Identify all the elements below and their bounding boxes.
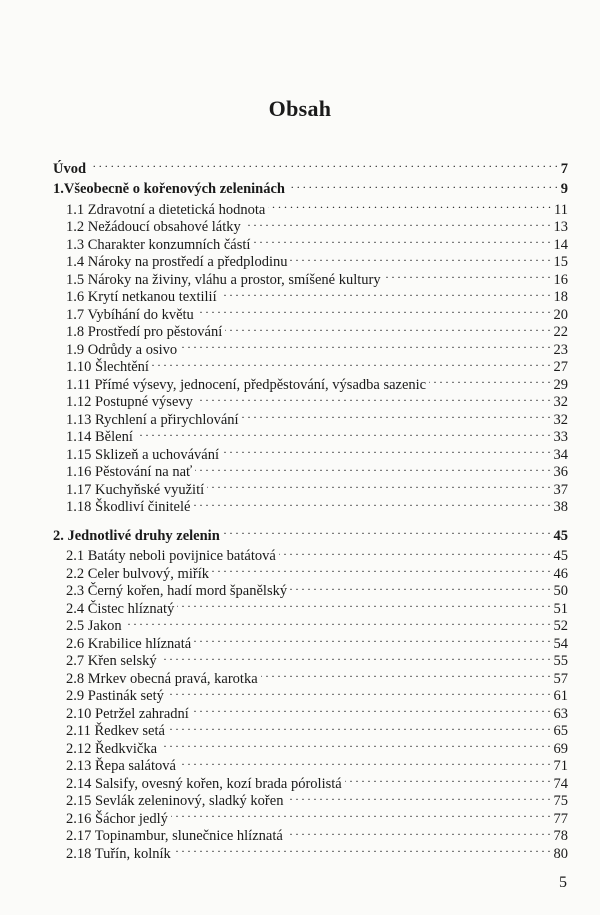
page-title: Obsah xyxy=(268,96,332,121)
toc-entry-label: 2.15 Sevlák zeleninový, sladký kořen xyxy=(66,793,284,809)
toc-entry-label: 2.10 Petržel zahradní xyxy=(66,705,189,722)
dot-leader xyxy=(192,700,551,718)
toc-entry-page: 18 xyxy=(553,289,568,305)
toc-entry-page: 32 xyxy=(553,394,568,410)
dot-leader xyxy=(429,371,550,389)
dot-leader xyxy=(286,823,551,841)
toc-entry-page: 27 xyxy=(553,359,568,375)
toc-entry-page: 46 xyxy=(553,565,568,582)
toc-entry-page: 69 xyxy=(553,740,568,757)
toc-entry-label: 1.12 Postupné výsevy xyxy=(66,394,193,410)
toc-entry-page: 33 xyxy=(553,429,568,445)
toc-entry-page: 52 xyxy=(553,618,568,634)
dot-leader xyxy=(179,753,551,771)
toc-entry-page: 9 xyxy=(560,181,568,197)
toc-entry-label: 2.18 Tuřín, kolník xyxy=(66,845,171,862)
toc-entry-page: 7 xyxy=(560,160,568,177)
dot-leader xyxy=(168,718,551,736)
toc-entry-label: 1.1 Zdravotní a dietetická hodnota xyxy=(66,201,266,218)
toc-entry-label: 2. Jednotlivé druhy zelenin xyxy=(53,527,220,544)
dot-leader xyxy=(197,301,551,319)
toc-entry-page: 14 xyxy=(553,236,568,253)
dot-leader xyxy=(279,543,551,561)
toc-entry-label: 1.11 Přímé výsevy, jednocení, předpěstování, výsadba sazenic xyxy=(66,376,427,393)
toc-entry-page: 45 xyxy=(553,527,568,544)
dot-leader xyxy=(194,630,550,648)
dot-leader xyxy=(207,476,550,494)
toc-entry-page: 38 xyxy=(553,499,568,515)
toc-entry-label: 2.8 Mrkev obecná pravá, karotka xyxy=(66,670,258,687)
toc-entry-page: 57 xyxy=(553,670,568,687)
dot-leader xyxy=(125,613,551,631)
toc-entry-page: 45 xyxy=(553,548,568,564)
toc-entry-page: 37 xyxy=(553,481,568,498)
dot-leader xyxy=(177,595,550,613)
toc-entry[interactable] xyxy=(53,630,568,652)
dot-leader xyxy=(286,788,550,806)
toc-entry-label: 1.17 Kuchyňské využití xyxy=(66,481,205,498)
toc-entry-page: 61 xyxy=(553,688,568,704)
toc-entry-page: 51 xyxy=(553,600,568,617)
dot-leader xyxy=(225,319,550,337)
toc-entry[interactable] xyxy=(53,196,568,218)
dot-leader xyxy=(261,665,551,683)
dot-leader xyxy=(160,735,550,753)
toc-entry-label: 1.16 Pěstování na nať xyxy=(66,464,193,480)
toc-entry-page: 80 xyxy=(553,845,568,862)
toc-entry-label: 1.18 Škodliví činitelé xyxy=(66,499,191,515)
toc-entry-page: 16 xyxy=(553,271,568,288)
toc-entry-label: 2.13 Řepa salátová xyxy=(66,758,176,774)
dot-leader xyxy=(345,770,551,788)
dot-leader xyxy=(253,231,550,249)
toc-entry-page: 50 xyxy=(553,583,568,599)
toc-entry-label: 1.2 Nežádoucí obsahové látky xyxy=(66,219,241,235)
toc-entry-page: 63 xyxy=(553,705,568,722)
dot-leader xyxy=(290,578,550,596)
dot-leader xyxy=(220,284,551,302)
dot-leader xyxy=(288,176,558,194)
toc-entry[interactable] xyxy=(53,176,568,197)
toc-entry-label: 1.7 Vybíhání do květu xyxy=(66,306,194,323)
toc-entry-label: 2.1 Batáty neboli povijnice batátová xyxy=(66,548,276,564)
toc-entry-label: 2.9 Pastinák setý xyxy=(66,688,164,704)
dot-leader xyxy=(193,494,550,512)
dot-leader xyxy=(89,155,558,173)
toc-entry-label: 2.5 Jakon xyxy=(66,618,122,634)
toc-entry-label: 1.Všeobecně o kořenových zeleninách xyxy=(53,181,285,197)
toc-entry-page: 78 xyxy=(553,828,568,844)
dot-leader xyxy=(222,441,550,459)
toc-entry-page: 15 xyxy=(553,254,568,270)
toc-entry-page: 11 xyxy=(554,201,568,218)
toc-entry-page: 36 xyxy=(553,464,568,480)
dot-leader xyxy=(152,354,551,372)
toc-entry-label: 2.4 Čistec hlíznatý xyxy=(66,600,175,617)
dot-leader xyxy=(180,336,550,354)
dot-leader xyxy=(268,196,551,214)
toc-entry-label: 1.3 Charakter konzumních částí xyxy=(66,236,251,253)
dot-leader xyxy=(136,424,551,442)
toc-entry-page: 77 xyxy=(553,810,568,827)
toc-entry-page: 13 xyxy=(553,219,568,235)
toc-entry-page: 34 xyxy=(553,446,568,463)
toc-entry-label: 2.11 Ředkev setá xyxy=(66,723,165,739)
toc-entry-page: 74 xyxy=(553,775,568,792)
toc-entry-label: 1.13 Rychlení a přirychlování xyxy=(66,411,239,428)
toc-entry-label: 2.17 Topinambur, slunečnice hlíznatá xyxy=(66,828,283,844)
toc-entry-label: 1.5 Nároky na živiny, vláhu a prostor, smíšené kultury xyxy=(66,271,381,288)
toc-entry-label: 1.15 Sklizeň a uchovávání xyxy=(66,446,220,463)
dot-leader xyxy=(223,522,551,540)
toc-entry-page: 71 xyxy=(553,758,568,774)
page-number: 5 xyxy=(559,874,567,891)
toc-entry-label: 1.14 Bělení xyxy=(66,429,133,445)
toc-entry-label: Úvod xyxy=(53,160,87,177)
table-of-contents xyxy=(53,155,568,862)
dot-leader xyxy=(160,648,551,666)
dot-leader xyxy=(212,560,551,578)
dot-leader xyxy=(167,683,551,701)
toc-entry[interactable] xyxy=(53,543,568,564)
toc-entry-page: 20 xyxy=(553,306,568,323)
toc-entry-page: 54 xyxy=(553,635,568,652)
toc-entry-label: 2.6 Krabilice hlíznatá xyxy=(66,635,192,652)
toc-entry-label: 2.16 Šáchor jedlý xyxy=(66,810,168,827)
toc-entry-label: 1.9 Odrůdy a osivo xyxy=(66,341,178,358)
toc-entry-label: 1.8 Prostředí pro pěstování xyxy=(66,324,223,340)
toc-entry[interactable] xyxy=(53,613,568,634)
toc-entry[interactable] xyxy=(53,522,568,544)
dot-leader xyxy=(174,840,551,858)
toc-entry-page: 32 xyxy=(553,411,568,428)
dot-leader xyxy=(196,389,551,407)
toc-entry[interactable] xyxy=(53,155,568,177)
toc-entry-label: 2.2 Celer bulvový, miřík xyxy=(66,565,209,582)
toc-entry-page: 75 xyxy=(553,793,568,809)
toc-entry-page: 29 xyxy=(553,376,568,393)
dot-leader xyxy=(290,249,550,267)
toc-entry-page: 65 xyxy=(553,723,568,739)
dot-leader xyxy=(171,805,551,823)
toc-entry-label: 2.3 Černý kořen, hadí mord španělský xyxy=(66,583,288,599)
dot-leader xyxy=(244,214,551,232)
toc-entry-page: 22 xyxy=(553,324,568,340)
toc-entry-label: 2.12 Ředkvička xyxy=(66,740,158,757)
toc-entry-label: 1.6 Krytí netkanou textilií xyxy=(66,289,217,305)
dot-leader xyxy=(384,266,551,284)
toc-entry-label: 1.4 Nároky na prostředí a předplodinu xyxy=(66,254,288,270)
toc-entry-page: 55 xyxy=(553,653,568,669)
dot-leader xyxy=(195,459,550,477)
dot-leader xyxy=(242,406,551,424)
toc-entry-label: 1.10 Šlechtění xyxy=(66,359,149,375)
toc-entry-page: 23 xyxy=(553,341,568,358)
toc-entry-label: 2.7 Křen selský xyxy=(66,653,157,669)
toc-entry-label: 2.14 Salsify, ovesný kořen, kozí brada pórolistá xyxy=(66,775,342,792)
